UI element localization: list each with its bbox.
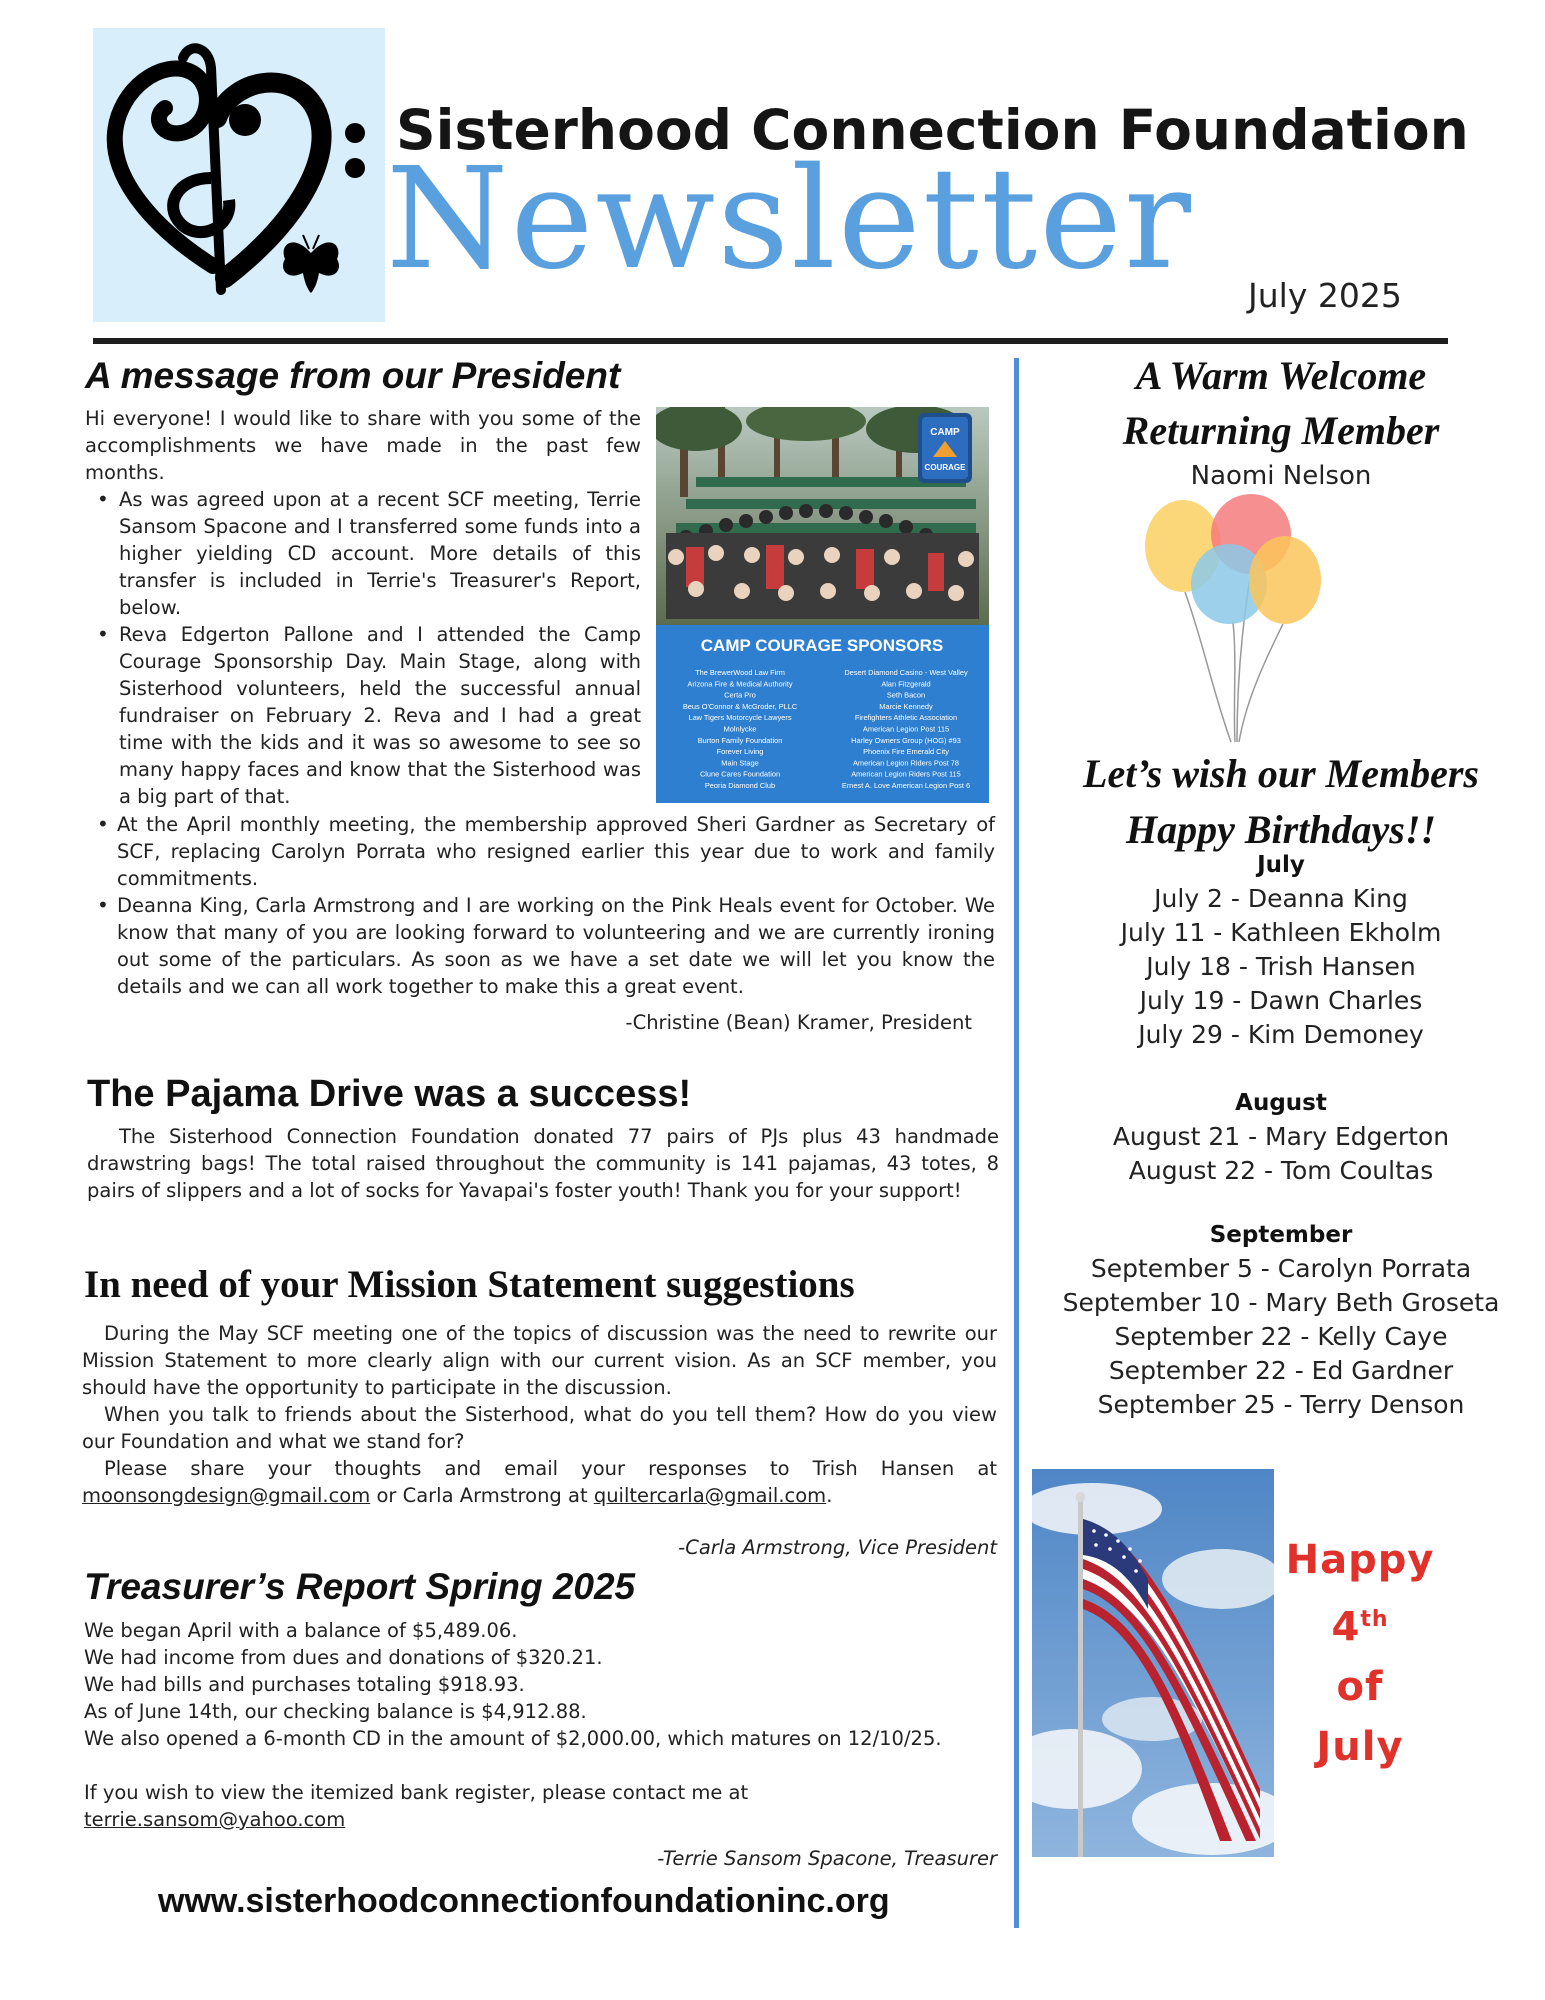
treasurer-heading: Treasurer’s Report Spring 2025 <box>84 1566 636 1607</box>
sponsor-name: Burton Family Foundation <box>697 735 783 745</box>
welcome-line-2: Returning Member <box>1122 408 1440 453</box>
foundation-logo <box>93 28 385 322</box>
birthday-item: July 11 - Kathleen Ekholm <box>1120 918 1442 947</box>
header-rule <box>93 338 1448 344</box>
birthday-item: July 29 - Kim Demoney <box>1138 1020 1424 1049</box>
birthday-item: September 22 - Ed Gardner <box>1108 1356 1454 1385</box>
email-link-trish[interactable]: moonsongdesign@gmail.com <box>82 1484 371 1507</box>
sponsor-name: Phoenix Fire Emerald City <box>863 747 949 757</box>
sponsor-name: The BrewerWood Law Firm <box>695 668 785 677</box>
president-heading: A message from our President <box>85 355 621 396</box>
birthday-item: September 10 - Mary Beth Groseta <box>1062 1288 1500 1317</box>
september-birthday-list <box>1022 1252 1540 1422</box>
sponsor-name: Molnlycke <box>723 724 757 734</box>
list-item: • Reva Edgerton Pallone and I attended the Camp Courage Sponsorship Day. Main Stage, along with Sisterhood volunteers, held the successful annual fundraiser on February 2. Reva and I had a great time with the kids and it was so awesome to see so many happy faces and know that the Sisterhood was a big part of that. <box>85 621 641 810</box>
birthday-line-1: Let’s wish our Members <box>1083 751 1479 796</box>
sponsor-name: Arizona Fire & Medical Authority <box>687 679 793 689</box>
sponsor-name: Peoria Diamond Club <box>704 781 776 790</box>
mission-paragraph-2: When you talk to friends about the Sisterhood, what do you tell them? How do you view our Foundation and what we stand for? <box>82 1403 997 1453</box>
sponsor-name: Main Stage <box>721 758 759 768</box>
vice-president-signature: -Carla Armstrong, Vice President <box>678 1536 997 1559</box>
email-link-carla[interactable]: quiltercarla@gmail.com <box>593 1484 827 1507</box>
website-link[interactable]: www.sisterhoodconnectionfoundationinc.org <box>158 1882 890 1920</box>
happy-4th-of-july <box>1280 1530 1440 1777</box>
sponsor-name: American Legion Post 115 <box>862 724 950 734</box>
sponsor-name: Certa Pro <box>724 690 756 700</box>
president-bullets-short <box>85 486 641 810</box>
july-birthday-list <box>1022 882 1540 1052</box>
pajama-text: The Sisterhood Connection Foundation donated 77 pairs of PJs plus 43 handmade drawstring bags! The total raised throughout the community is 141 pajamas, 43 totes, 8 pairs of slippers and a lot of socks for Yavapai's foster youth! Thank you for your support! <box>87 1125 999 1202</box>
email-link-terrie[interactable]: terrie.sansom@yahoo.com <box>84 1808 346 1831</box>
treasurer-line: We had bills and purchases totaling $918.93. <box>84 1673 525 1696</box>
pajama-heading: The Pajama Drive was a success! <box>87 1073 692 1115</box>
mission-paragraph-1: During the May SCF meeting one of the topics of discussion was the need to rewrite our Mission Statement to more clearly align with our current vision. As an SCF member, you should have the opportunity to participate in the discussion. <box>82 1322 997 1399</box>
birthday-item: August 21 - Mary Edgerton <box>1112 1122 1450 1151</box>
treasurer-signature: -Terrie Sansom Spacone, Treasurer <box>657 1847 997 1870</box>
treasurer-line: We had income from dues and donations of $320.21. <box>84 1646 603 1669</box>
american-flag-photo <box>1032 1469 1274 1857</box>
sponsor-name: Forever Living <box>716 747 764 757</box>
sponsor-name: Seth Bacon <box>886 690 926 700</box>
welcome-line-1: A Warm Welcome <box>1135 353 1427 398</box>
birthday-item: September 22 - Kelly Caye <box>1114 1322 1448 1351</box>
sponsor-name: Law Tigers Motorcycle Lawyers <box>688 713 792 723</box>
birthday-item: September 25 - Terry Denson <box>1097 1390 1465 1419</box>
sponsor-name: American Legion Riders Post 115 <box>851 769 961 779</box>
sponsor-name: Desert Diamond Casino - West Valley <box>844 668 968 677</box>
birthday-line-2: Happy Birthdays!! <box>1125 807 1437 852</box>
butterfly-icon <box>283 235 339 293</box>
birthday-item: July 2 - Deanna King <box>1154 884 1408 913</box>
camp-courage-photo <box>656 407 989 803</box>
birthday-item: July 19 - Dawn Charles <box>1139 986 1423 1015</box>
welcome-heading <box>1022 348 1540 458</box>
sponsor-name: Marcie Kennedy <box>879 701 933 711</box>
list-item: • At the April monthly meeting, the membership approved Sheri Gardner as Secretary of SCF, replacing Carolyn Porrata who resigned earlier this year due to work and family commitments. <box>85 811 995 892</box>
balloons-icon <box>1133 492 1355 744</box>
treasurer-line: We also opened a 6-month CD in the amount of $2,000.00, which matures on 12/10/25. <box>84 1727 942 1750</box>
president-bullets-full <box>85 811 995 1000</box>
treasurer-contact: If you wish to view the itemized bank register, please contact me at <box>84 1781 749 1804</box>
july4-month: July <box>1316 1724 1404 1771</box>
sponsor-name: Beus O'Connor & McGroder, PLLC <box>682 701 798 711</box>
month-july: July <box>1257 852 1305 878</box>
sponsor-name: Alan Fitzgerald <box>881 679 931 689</box>
masthead-title: Newsletter <box>386 138 1193 301</box>
camp-badge-bottom: COURAGE <box>924 463 966 472</box>
july4-number <box>1280 1590 1440 1657</box>
treasurer-line: We began April with a balance of $5,489.06. <box>84 1619 518 1642</box>
sponsor-name: Harley Owners Group (HOG) #93 <box>851 735 961 745</box>
month-august: August <box>1235 1090 1327 1116</box>
sponsor-name: Firefighters Athletic Association <box>854 713 958 723</box>
july4-happy: Happy <box>1285 1537 1435 1583</box>
birthday-heading <box>1022 746 1540 858</box>
treasurer-block <box>84 1617 999 1833</box>
org-name: Sisterhood Connection Foundation <box>396 98 1469 162</box>
mission-p3-middle: or Carla Armstrong at <box>376 1484 588 1507</box>
president-signature: -Christine (Bean) Kramer, President <box>625 1011 972 1034</box>
sponsors-title: CAMP COURAGE SPONSORS <box>700 636 944 655</box>
mission-heading: In need of your Mission Statement suggestions <box>84 1263 855 1306</box>
mission-p3-end: . <box>826 1484 833 1507</box>
mission-paragraph-3 <box>82 1455 997 1509</box>
mission-p3-start: Please share your thoughts and email your responses to Trish Hansen at <box>104 1457 997 1480</box>
birthday-item: July 18 - Trish Hansen <box>1146 952 1416 981</box>
august-birthday-list <box>1022 1120 1540 1188</box>
birthday-item: September 5 - Carolyn Porrata <box>1090 1254 1472 1283</box>
sponsor-name: Clune Cares Foundation <box>699 769 781 779</box>
music-heart-icon <box>93 28 385 322</box>
issue-date: July 2025 <box>1248 276 1402 315</box>
birthday-item: August 22 - Tom Coultas <box>1128 1156 1434 1185</box>
list-item: • Deanna King, Carla Armstrong and I are working on the Pink Heals event for October. We know that many of you are looking forward to volunteering and we are currently ironing out some of the particulars. As soon as we have a set date we will let you know the details and we can all work together to make this a great event. <box>85 892 995 1000</box>
spacer <box>84 1752 999 1779</box>
camp-badge-top: CAMP <box>930 427 960 438</box>
july4-of: of <box>1336 1664 1384 1711</box>
sponsor-name: American Legion Riders Post 78 <box>853 758 959 768</box>
column-divider <box>1014 358 1019 1928</box>
sponsor-name: Ernest A. Love American Legion Post 6 <box>841 781 971 790</box>
july4-num: 4 <box>1331 1604 1361 1651</box>
president-intro-block <box>85 405 641 810</box>
month-september: September <box>1209 1222 1353 1248</box>
president-intro: Hi everyone! I would like to share with you some of the accomplishments we have made in the past few months. <box>85 407 641 484</box>
welcome-member-name: Naomi Nelson <box>1190 461 1372 491</box>
treasurer-line: As of June 14th, our checking balance is $4,912.88. <box>84 1700 587 1723</box>
july4-suffix: th <box>1360 1607 1389 1632</box>
list-item: • As was agreed upon at a recent SCF meeting, Terrie Sansom Spacone and I transferred some funds into a higher yielding CD account. More details of this transfer is included in Terrie's Treasurer's Report, below. <box>85 486 641 621</box>
mission-block <box>82 1320 997 1509</box>
